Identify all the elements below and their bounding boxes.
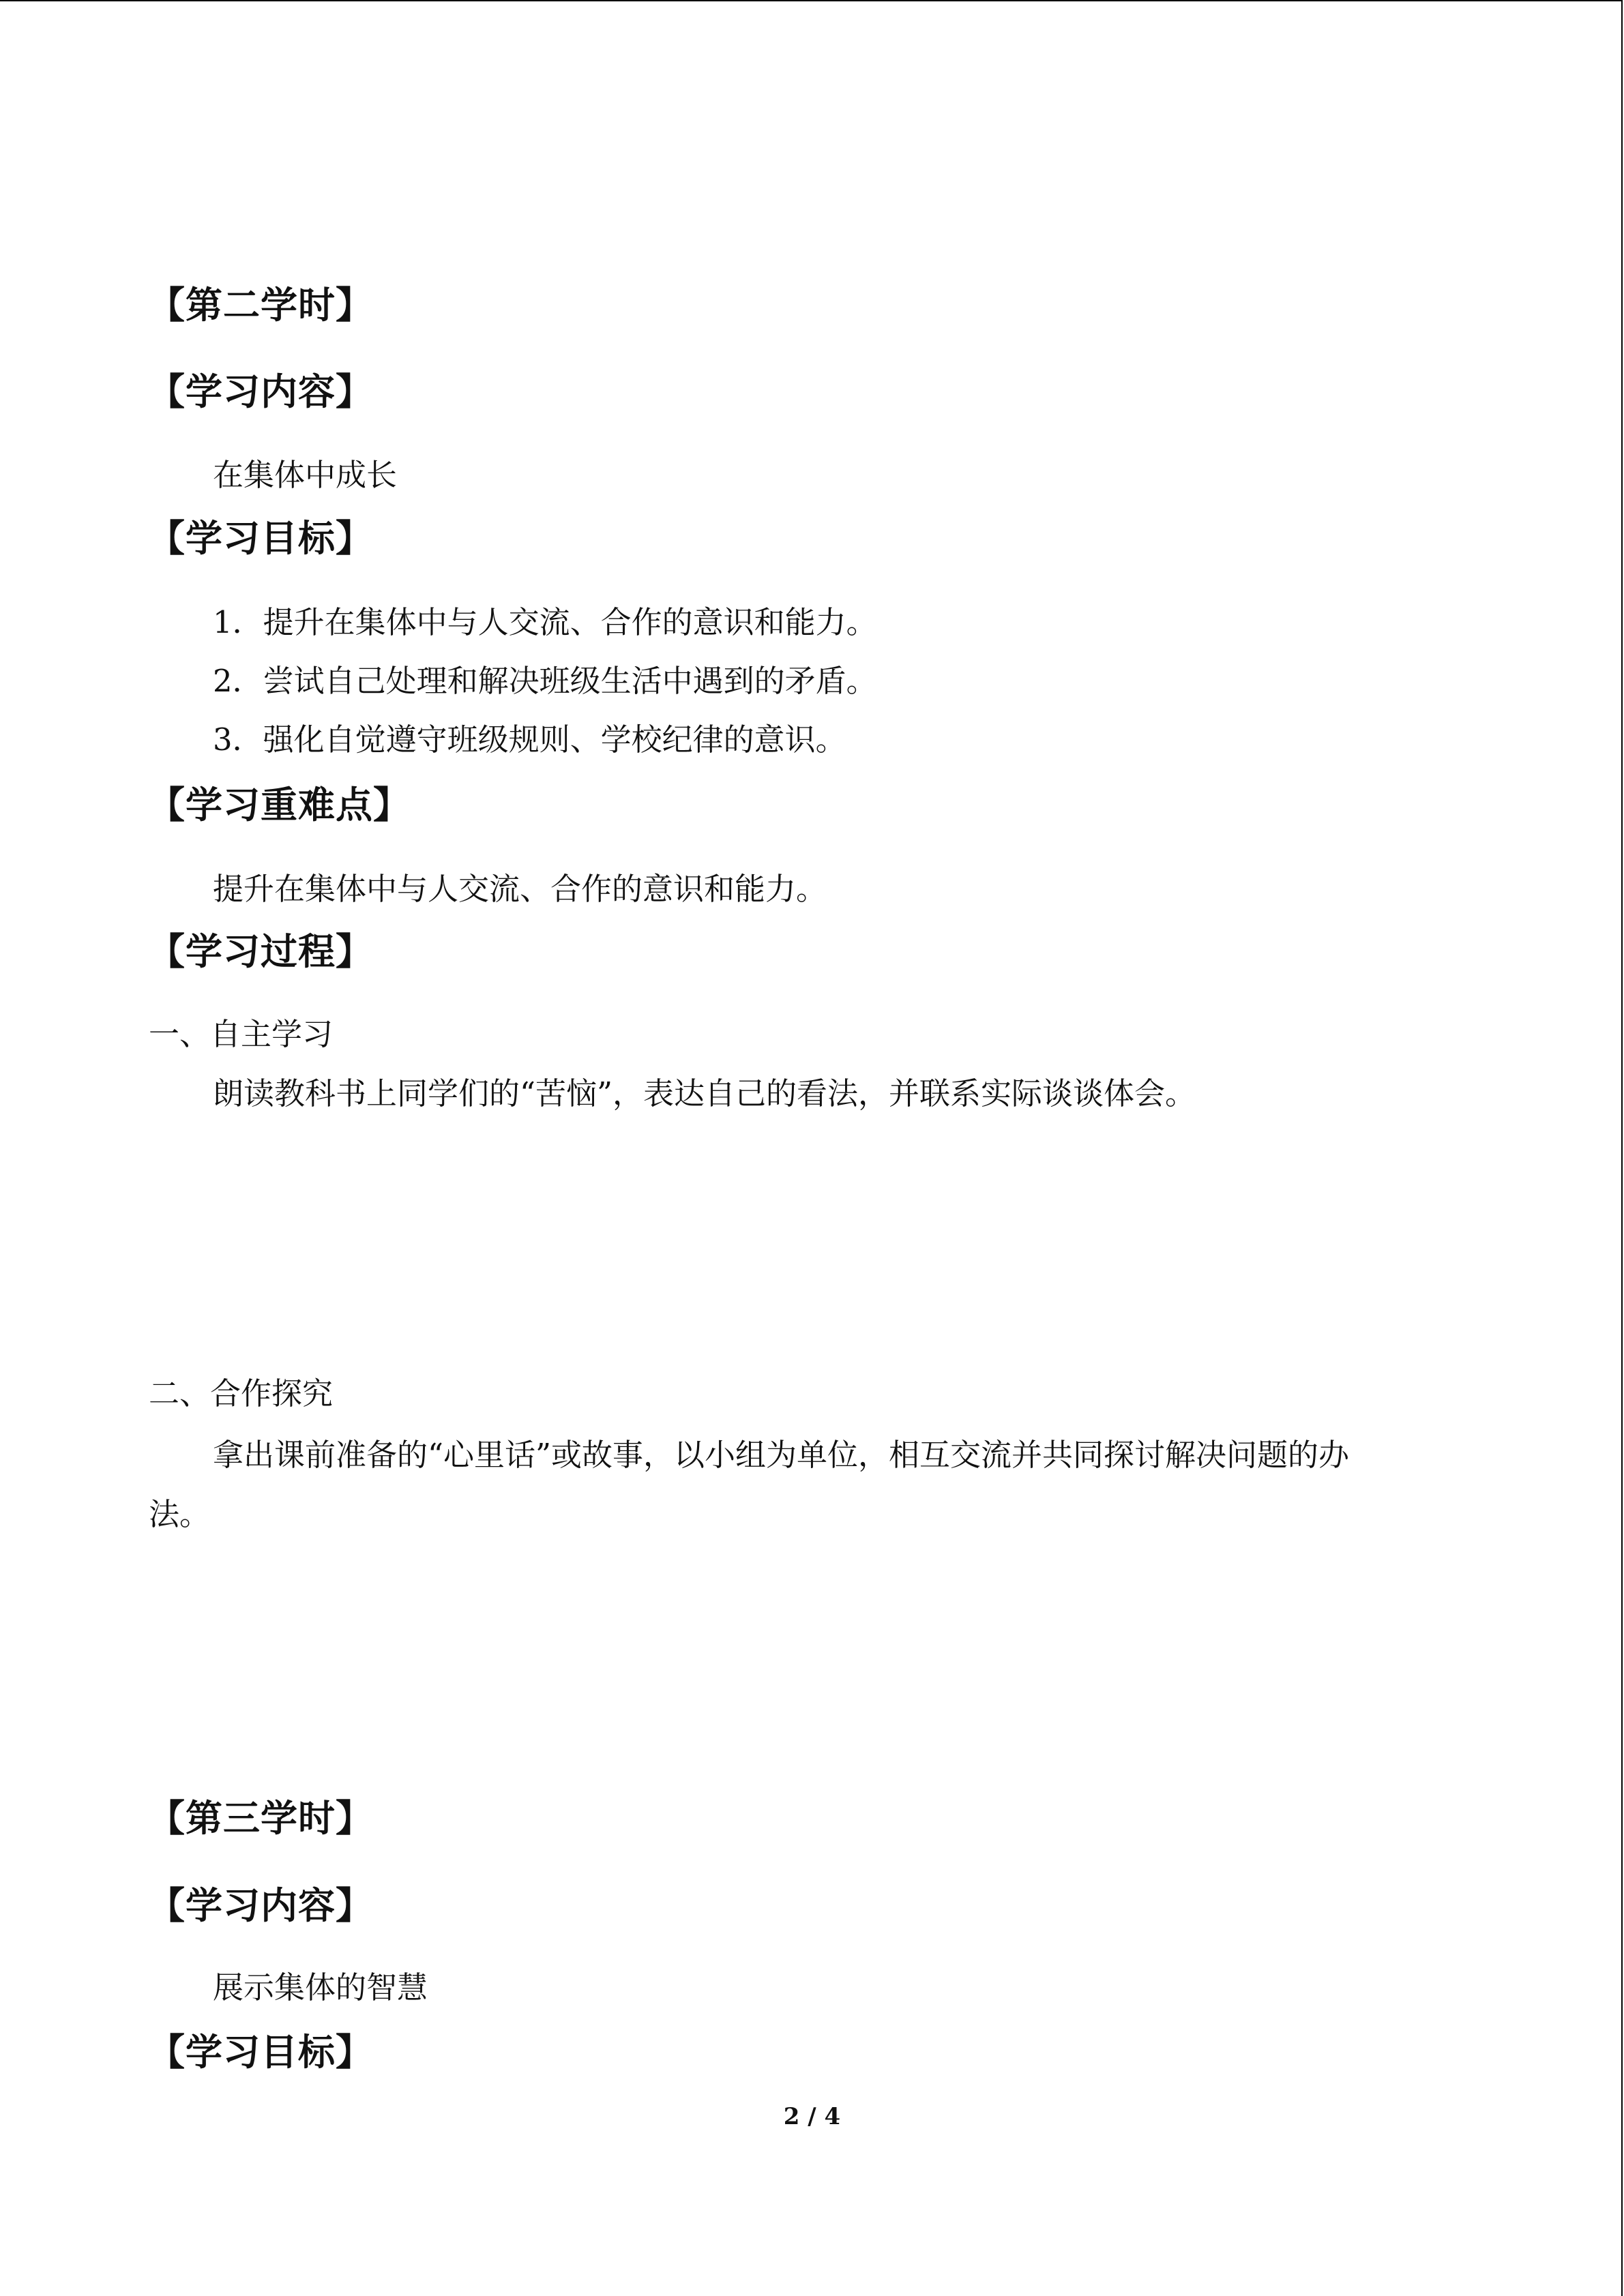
section-text-cooperation-line1: 拿出课前准备的“心里话”或故事，以小组为单位，相互交流并共同探讨解决问题的办	[213, 1437, 1350, 1473]
section-text-self-study: 朗读教科书上同学们的“苦恼”，表达自己的看法，并联系实际谈谈体会。	[213, 1075, 1196, 1112]
lesson2-goal-item: 2．尝试自己处理和解决班级生活中遇到的矛盾。	[213, 663, 877, 699]
section-text-cooperation-line2: 法。	[149, 1496, 211, 1532]
lesson2-content-heading: 【学习内容】	[148, 370, 373, 413]
lesson3-goals-heading: 【学习目标】	[148, 2030, 373, 2074]
lesson2-goal-item: 3．强化自觉遵守班级规则、学校纪律的意识。	[213, 721, 846, 758]
lesson2-process-heading: 【学习过程】	[148, 929, 373, 973]
lesson2-key-text: 提升在集体中与人交流、合作的意识和能力。	[213, 871, 827, 907]
lesson2-key-heading: 【学习重难点】	[148, 783, 411, 826]
section-title-self-study: 一、自主学习	[149, 1016, 334, 1052]
section-title-cooperation: 二、合作探究	[149, 1375, 334, 1412]
lesson2-content-text: 在集体中成长	[213, 457, 398, 493]
page-number: 2 / 4	[783, 2103, 841, 2130]
lesson2-period-heading: 【第二学时】	[148, 283, 373, 327]
lesson2-goals-heading: 【学习目标】	[148, 516, 373, 560]
lesson3-content-text: 展示集体的智慧	[213, 1969, 428, 2006]
lesson3-period-heading: 【第三学时】	[148, 1796, 373, 1840]
lesson2-goal-item: 1．提升在集体中与人交流、合作的意识和能力。	[213, 604, 877, 640]
lesson3-content-heading: 【学习内容】	[148, 1883, 373, 1927]
